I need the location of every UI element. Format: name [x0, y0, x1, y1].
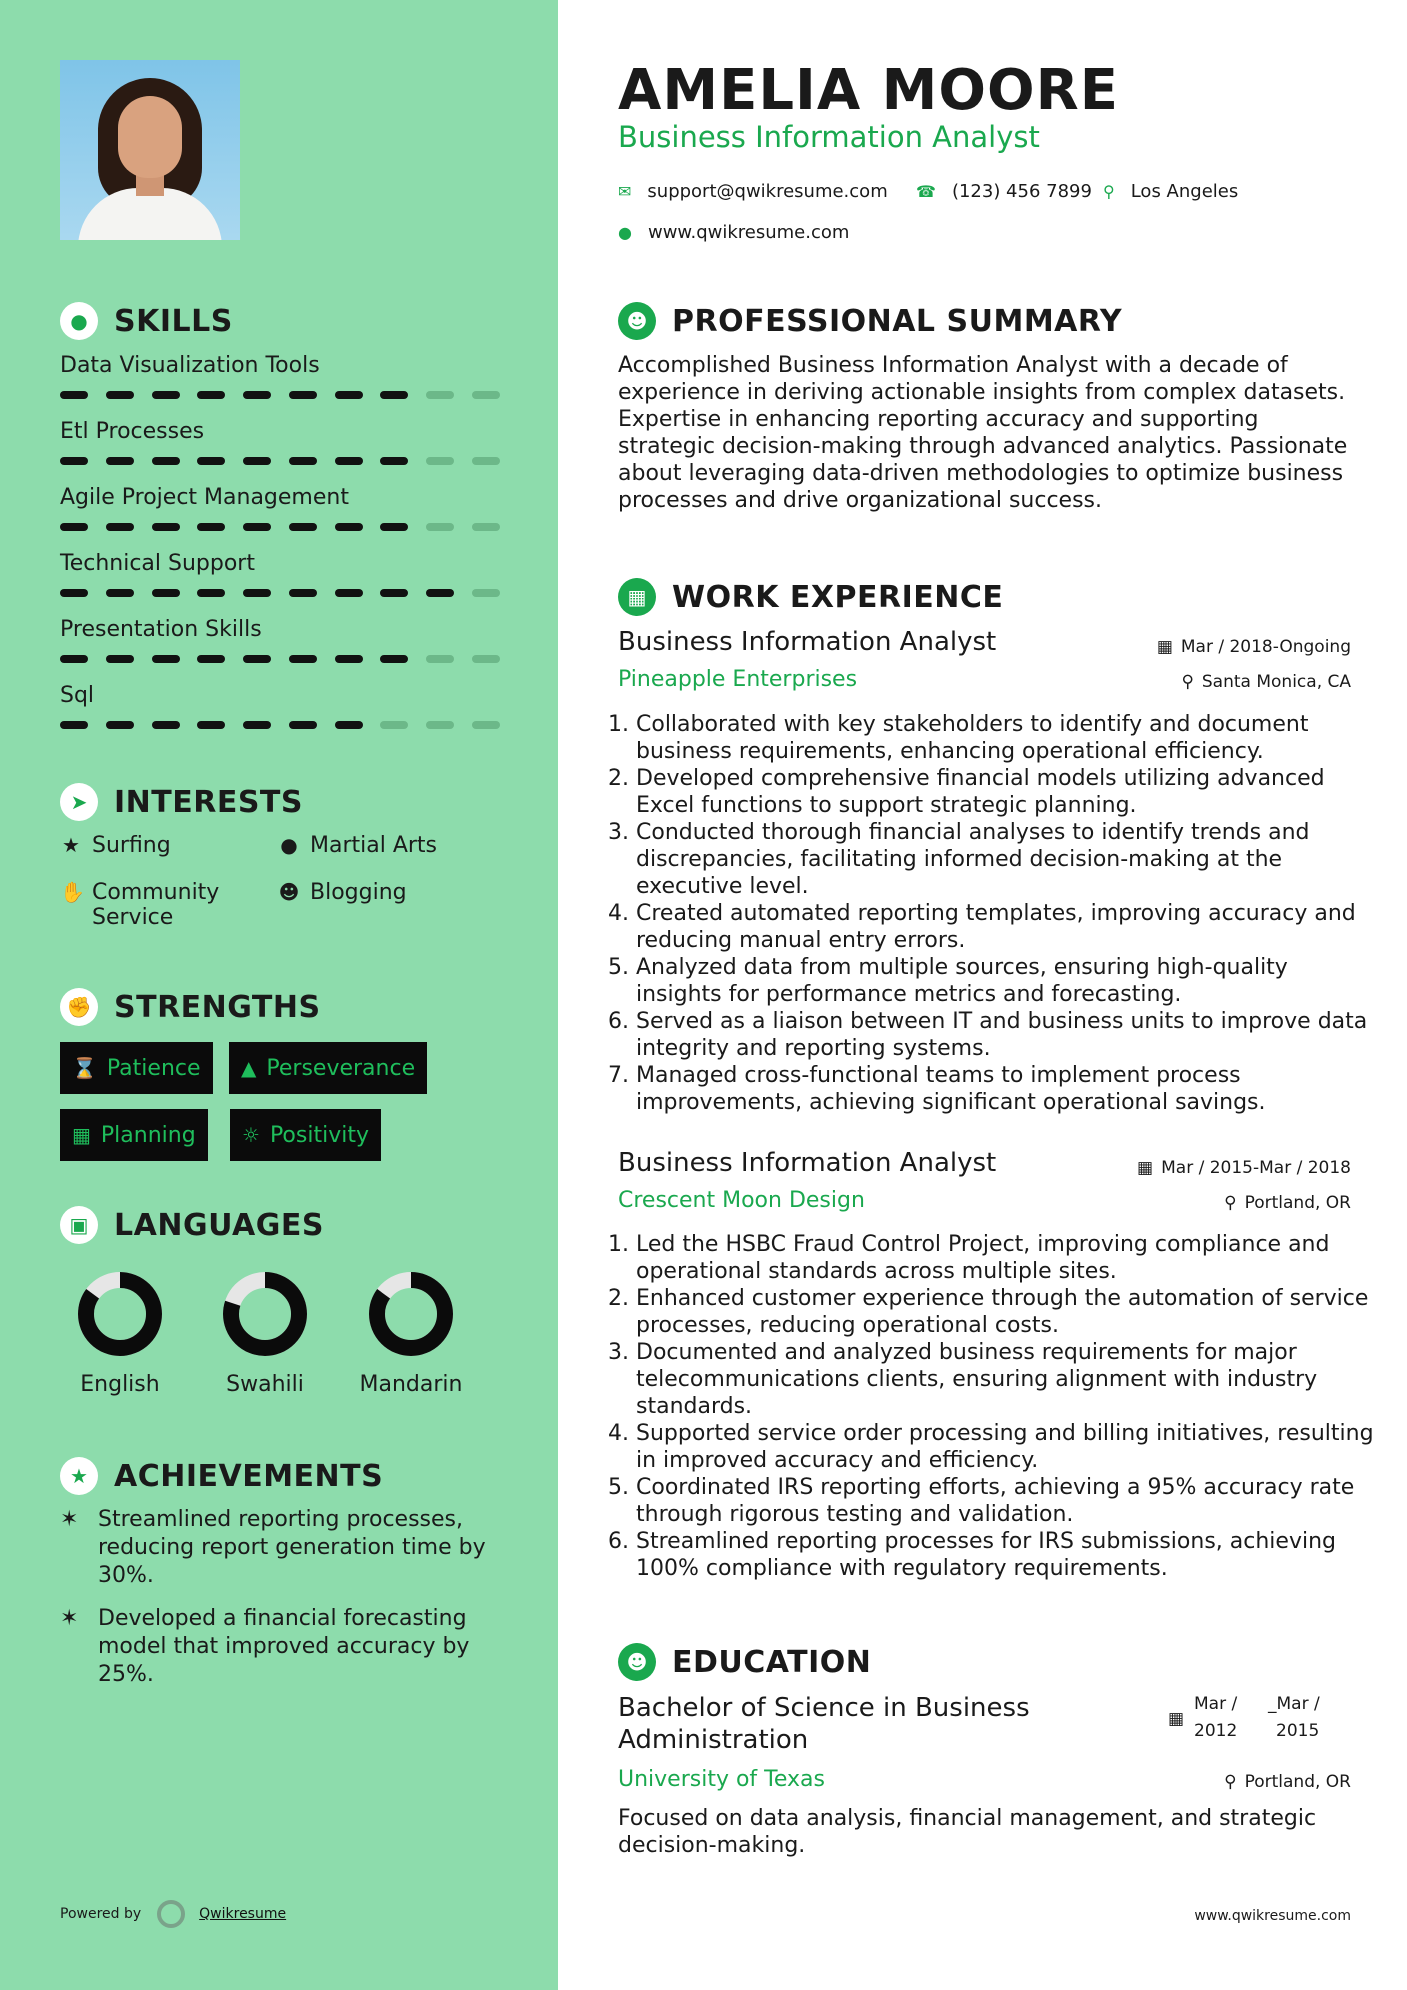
- contact-phone[interactable]: ☎ (123) 456 7899: [916, 181, 1092, 202]
- calendar-icon: ▦: [1137, 1158, 1154, 1178]
- summary-heading: ☻ PROFESSIONAL SUMMARY: [618, 302, 1122, 340]
- list-item: 2. Enhanced customer experience through the automation of service processes, reducing operational costs.: [636, 1285, 1376, 1339]
- calendar-icon: ▦: [1168, 1709, 1185, 1729]
- star-burst-icon: ✶: [60, 1507, 79, 1532]
- skill-dash-filled: [197, 655, 225, 663]
- skill-dash-empty: [472, 523, 500, 531]
- road-icon: ▲: [241, 1056, 257, 1080]
- graduate-icon: ☻: [618, 1643, 656, 1681]
- skill-dash-filled: [197, 457, 225, 465]
- job-company: Crescent Moon Design: [618, 1188, 865, 1213]
- summary-text: Accomplished Business Information Analyst with a decade of experience in deriving actionable insights from complex datasets. Expertise in enhancing reporting accuracy and supporting strategic decision-making through advanced analytics. Passionate about leveraging data-driven methodologies to optimize business processes and drive organizational success.: [618, 353, 1348, 513]
- language-donut: [221, 1270, 309, 1358]
- skill-dash-filled: [60, 457, 88, 465]
- qwikresume-logo-icon: [157, 1900, 185, 1928]
- education-end-date: _Mar / 2015: [1268, 1694, 1320, 1741]
- skills-heading: ● SKILLS: [60, 302, 233, 340]
- skill-dash-filled: [197, 589, 225, 597]
- language-name: Mandarin: [359, 1372, 463, 1397]
- job-title: Business Information Analyst: [618, 627, 997, 657]
- skill-dash-filled: [243, 391, 271, 399]
- phone-icon: ☎: [916, 182, 936, 201]
- skill-level-bar: [60, 589, 500, 597]
- skill-dash-filled: [60, 655, 88, 663]
- skill-dash-filled: [152, 523, 180, 531]
- skill-dash-filled: [380, 523, 408, 531]
- interest-item: ✋ Community Service: [60, 880, 220, 930]
- skill-dash-filled: [335, 391, 363, 399]
- hourglass-icon: ⌛: [72, 1056, 97, 1080]
- skill-level-bar: [60, 457, 500, 465]
- list-item: 5. Analyzed data from multiple sources, ensuring high-quality insights for performance metrics and forecasting.: [636, 954, 1376, 1008]
- sun-icon: ☼: [242, 1123, 260, 1147]
- skill-dash-filled: [380, 589, 408, 597]
- job-dates: ▦ Mar / 2015-Mar / 2018: [1137, 1158, 1351, 1178]
- skill-dash-filled: [380, 391, 408, 399]
- skill-dash-filled: [289, 721, 317, 729]
- skill-dash-filled: [60, 523, 88, 531]
- experience-heading: ▦ WORK EXPERIENCE: [618, 578, 1003, 616]
- hand-icon: ✋: [60, 880, 85, 904]
- language-item: [45, 1270, 195, 1397]
- skill-dash-empty: [426, 457, 454, 465]
- globe-icon: ●: [618, 223, 632, 242]
- skill-dash-filled: [197, 391, 225, 399]
- education-heading: ☻ EDUCATION: [618, 1643, 871, 1681]
- skill-name: Data Visualization Tools: [60, 353, 320, 378]
- skill-dash-filled: [106, 391, 134, 399]
- skill-dash-filled: [289, 589, 317, 597]
- lightbulb-icon: ●: [60, 302, 98, 340]
- paper-plane-icon: ➤: [60, 783, 98, 821]
- skill-dash-empty: [380, 721, 408, 729]
- skill-dash-filled: [335, 457, 363, 465]
- pin-icon: ⚲: [1224, 1193, 1237, 1213]
- candidate-name: AMELIA MOORE: [618, 58, 1119, 123]
- strength-tag: ⌛ Patience: [60, 1042, 213, 1094]
- profile-photo: [60, 60, 240, 240]
- skill-level-bar: [60, 721, 500, 729]
- skill-dash-filled: [289, 391, 317, 399]
- strength-tag: ▲ Perseverance: [229, 1042, 427, 1094]
- skill-dash-filled: [289, 523, 317, 531]
- job-dates: ▦ Mar / 2018-Ongoing: [1156, 637, 1351, 657]
- list-item: 1. Led the HSBC Fraud Control Project, improving compliance and operational standards across multiple sites.: [636, 1231, 1376, 1285]
- skill-dash-filled: [243, 655, 271, 663]
- list-item: 1. Collaborated with key stakeholders to identify and document business requirements, enhancing operational efficiency.: [636, 711, 1376, 765]
- fist-icon: ✊: [60, 988, 98, 1026]
- job-title: Business Information Analyst: [618, 1148, 997, 1178]
- candidate-role: Business Information Analyst: [618, 120, 1040, 154]
- language-donut: [367, 1270, 455, 1358]
- skill-dash-filled: [106, 721, 134, 729]
- skill-dash-filled: [106, 523, 134, 531]
- skill-dash-filled: [197, 523, 225, 531]
- job-location: ⚲ Portland, OR: [1224, 1193, 1351, 1213]
- list-item: 3. Conducted thorough financial analyses to identify trends and discrepancies, facilitating informed decision-making at the executive level.: [636, 819, 1376, 900]
- list-item: 7. Managed cross-functional teams to implement process improvements, achieving significant operational savings.: [636, 1062, 1376, 1116]
- education-start-date: Mar / 2012: [1194, 1694, 1238, 1741]
- job-bullets: [618, 1231, 1376, 1582]
- star-burst-icon: ✶: [60, 1606, 79, 1631]
- skill-dash-filled: [152, 391, 180, 399]
- skill-dash-empty: [472, 391, 500, 399]
- skill-dash-filled: [197, 721, 225, 729]
- list-item: 3. Documented and analyzed business requirements for major telecommunications clients, ensuring alignment with industry standards.: [636, 1339, 1376, 1420]
- skill-dash-filled: [60, 391, 88, 399]
- contact-email[interactable]: ✉ support@qwikresume.com: [618, 181, 888, 202]
- skill-dash-empty: [472, 457, 500, 465]
- skill-dash-empty: [472, 655, 500, 663]
- job-company: Pineapple Enterprises: [618, 667, 858, 692]
- list-item: 5. Coordinated IRS reporting efforts, achieving a 95% accuracy rate through rigorous testing and validation.: [636, 1474, 1376, 1528]
- star-icon: ★: [62, 833, 80, 857]
- strengths-heading: ✊ STRENGTHS: [60, 988, 321, 1026]
- languages-heading: ▣ LANGUAGES: [60, 1206, 324, 1244]
- skill-dash-filled: [335, 655, 363, 663]
- list-item: 6. Served as a liaison between IT and business units to improve data integrity and reporting systems.: [636, 1008, 1376, 1062]
- achievement-item: ✶ Developed a financial forecasting model that improved accuracy by 25%.: [60, 1606, 470, 1687]
- language-name: English: [80, 1372, 160, 1397]
- interest-item: ★ Surfing: [60, 833, 171, 858]
- skill-name: Presentation Skills: [60, 617, 262, 642]
- skill-dash-empty: [426, 391, 454, 399]
- skill-level-bar: [60, 655, 500, 663]
- skill-dash-filled: [380, 457, 408, 465]
- skill-dash-filled: [243, 589, 271, 597]
- map-pin-icon: ⚲: [1103, 182, 1115, 201]
- skill-level-bar: [60, 523, 500, 531]
- envelope-icon: ✉: [618, 182, 632, 201]
- star-badge-icon: ★: [60, 1457, 98, 1495]
- calendar-icon: ▦: [72, 1123, 91, 1147]
- education-location: ⚲ Portland, OR: [1224, 1772, 1351, 1792]
- qwikresume-link[interactable]: Qwikresume: [199, 1906, 287, 1922]
- skill-dash-filled: [152, 457, 180, 465]
- skill-name: Agile Project Management: [60, 485, 349, 510]
- achievements-heading: ★ ACHIEVEMENTS: [60, 1457, 383, 1495]
- skill-dash-filled: [335, 523, 363, 531]
- education-description: Focused on data analysis, financial management, and strategic decision-making.: [618, 1806, 1317, 1858]
- pin-icon: ⚲: [1224, 1772, 1237, 1792]
- contact-location: ⚲ Los Angeles: [1103, 181, 1239, 202]
- skill-dash-filled: [60, 721, 88, 729]
- skill-name: Technical Support: [60, 551, 255, 576]
- skill-dash-filled: [106, 589, 134, 597]
- skill-name: Etl Processes: [60, 419, 205, 444]
- skill-dash-filled: [380, 655, 408, 663]
- calendar-icon: ▦: [1156, 637, 1173, 657]
- skill-dash-filled: [243, 457, 271, 465]
- language-icon: ▣: [60, 1206, 98, 1244]
- skill-dash-filled: [335, 589, 363, 597]
- language-donut: [76, 1270, 164, 1358]
- strength-tag: ☼ Positivity: [230, 1109, 381, 1161]
- skill-dash-filled: [243, 523, 271, 531]
- list-item: 6. Streamlined reporting processes for IRS submissions, achieving 100% compliance with regulatory requirements.: [636, 1528, 1376, 1582]
- users-icon: ☻: [278, 880, 300, 904]
- skill-dash-filled: [335, 721, 363, 729]
- achievement-item: ✶ Streamlined reporting processes, reducing report generation time by 30%.: [60, 1507, 486, 1588]
- skill-level-bar: [60, 391, 500, 399]
- powered-by: Powered by Qwikresume: [60, 1900, 286, 1928]
- skill-dash-filled: [289, 655, 317, 663]
- skill-dash-filled: [60, 589, 88, 597]
- briefcase-icon: ▦: [618, 578, 656, 616]
- language-item: [190, 1270, 340, 1397]
- skill-dash-filled: [243, 721, 271, 729]
- skill-dash-empty: [426, 655, 454, 663]
- skill-dash-empty: [472, 589, 500, 597]
- skill-dash-filled: [152, 589, 180, 597]
- list-item: 4. Supported service order processing and billing initiatives, resulting in improved accuracy and efficiency.: [636, 1420, 1376, 1474]
- skill-dash-empty: [426, 721, 454, 729]
- language-name: Swahili: [226, 1372, 304, 1397]
- skill-dash-filled: [106, 457, 134, 465]
- skill-dash-empty: [472, 721, 500, 729]
- skill-dash-filled: [106, 655, 134, 663]
- strength-tag: ▦ Planning: [60, 1109, 208, 1161]
- skill-dash-filled: [289, 457, 317, 465]
- list-item: 4. Created automated reporting templates, improving accuracy and reducing manual entry errors.: [636, 900, 1376, 954]
- language-item: [336, 1270, 486, 1397]
- sidebar: [0, 0, 558, 1990]
- interest-item: ☻ Blogging: [278, 880, 407, 905]
- skill-name: Sql: [60, 683, 95, 708]
- pin-icon: ⚲: [1181, 672, 1194, 692]
- skill-dash-filled: [426, 589, 454, 597]
- globe-icon: ●: [280, 833, 298, 857]
- job-location: ⚲ Santa Monica, CA: [1181, 672, 1351, 692]
- footer-url[interactable]: www.qwikresume.com: [1194, 1908, 1351, 1924]
- job-bullets: [618, 711, 1376, 1116]
- interest-item: ● Martial Arts: [278, 833, 437, 858]
- user-icon: ☻: [618, 302, 656, 340]
- contact-website[interactable]: ● www.qwikresume.com: [618, 222, 850, 243]
- skill-dash-filled: [152, 721, 180, 729]
- degree-title: Bachelor of Science in Business Administration: [618, 1693, 1030, 1755]
- list-item: 2. Developed comprehensive financial models utilizing advanced Excel functions to support strategic planning.: [636, 765, 1376, 819]
- skill-dash-filled: [152, 655, 180, 663]
- skill-dash-empty: [426, 523, 454, 531]
- interests-heading: ➤ INTERESTS: [60, 783, 303, 821]
- school-name: University of Texas: [618, 1767, 825, 1792]
